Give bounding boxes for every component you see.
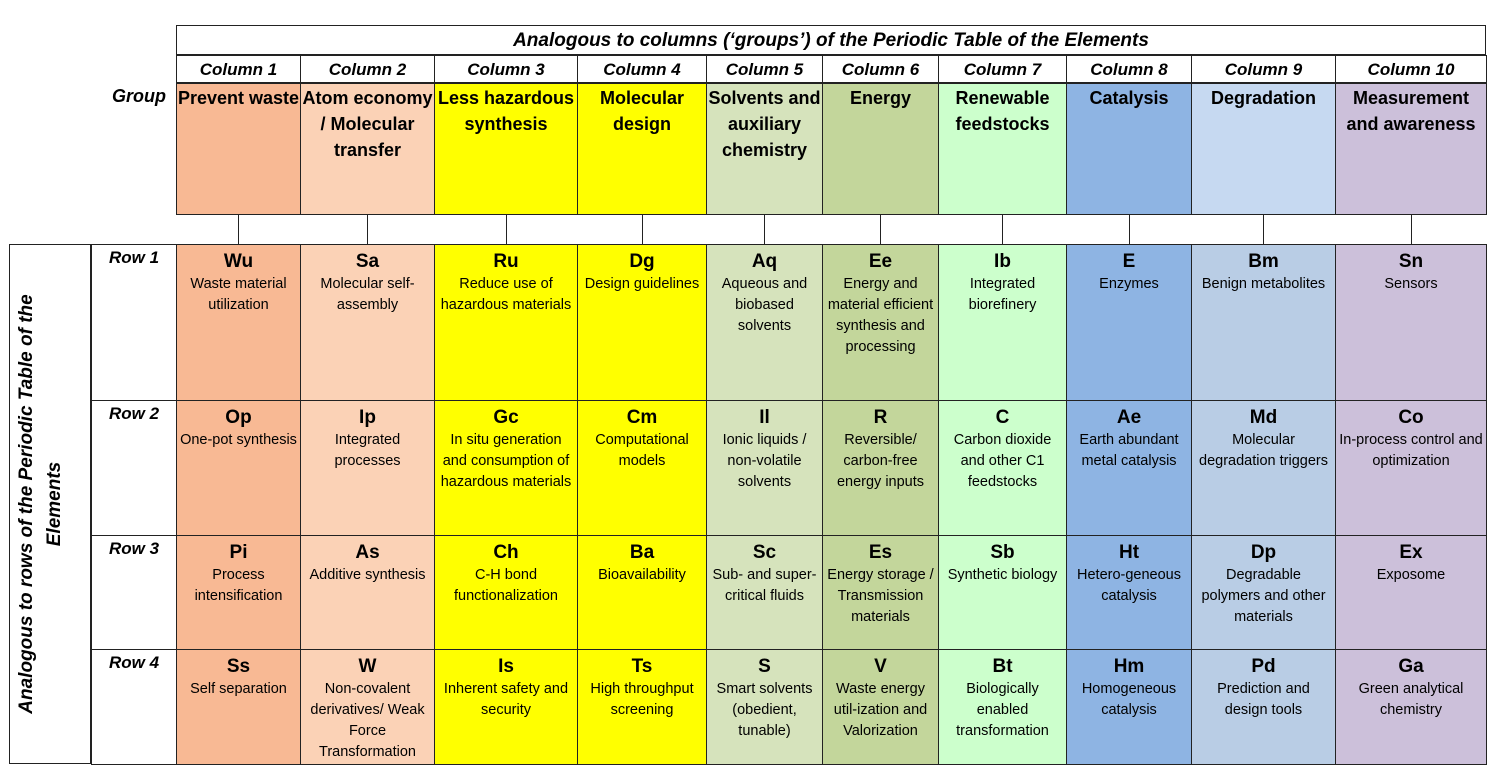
table-title: Analogous to columns (‘groups’) of the Periodic Table of the Elements bbox=[176, 25, 1486, 55]
element-name: Additive synthesis bbox=[309, 567, 426, 583]
element-symbol: Ex bbox=[1399, 542, 1423, 563]
element-symbol: Ss bbox=[226, 656, 251, 677]
element-cell bbox=[1066, 649, 1192, 765]
element-name: Design guidelines bbox=[584, 276, 700, 292]
group-label: Group bbox=[112, 86, 166, 106]
element-symbol: Cm bbox=[626, 407, 658, 428]
connector-line bbox=[367, 215, 368, 244]
element-name: Non-covalent derivatives/ Weak Force Transformation bbox=[310, 681, 425, 760]
element-cell bbox=[938, 400, 1067, 536]
element-cell bbox=[938, 244, 1067, 401]
element-name: Energy and material efficient synthesis and processing bbox=[827, 276, 934, 355]
group-header: Solvents and auxiliary chemistry bbox=[706, 83, 823, 215]
element-cell bbox=[434, 649, 578, 765]
element-cell bbox=[822, 400, 939, 536]
element-cell bbox=[434, 535, 578, 650]
element-symbol: Md bbox=[1249, 407, 1278, 428]
element-name: Ionic liquids / non-volatile solvents bbox=[722, 432, 807, 490]
element-symbol: Is bbox=[498, 656, 514, 677]
element-symbol: Sb bbox=[990, 542, 1015, 563]
group-header: Prevent waste bbox=[176, 83, 301, 215]
element-symbol: R bbox=[873, 407, 888, 428]
element-name: Smart solvents (obedient, tunable) bbox=[716, 681, 813, 739]
element-cell bbox=[300, 535, 435, 650]
element-cell bbox=[706, 535, 823, 650]
element-symbol: C bbox=[995, 407, 1010, 428]
column-header: Column 7 bbox=[938, 55, 1067, 83]
row-label: Row 3 bbox=[91, 535, 177, 650]
connector-line bbox=[1129, 215, 1130, 244]
element-cell bbox=[434, 400, 578, 536]
element-cell bbox=[1335, 649, 1487, 765]
element-cell bbox=[176, 244, 301, 401]
element-name: Integrated biorefinery bbox=[968, 276, 1037, 313]
element-symbol: Es bbox=[868, 542, 893, 563]
element-name: Molecular degradation triggers bbox=[1199, 432, 1328, 469]
element-cell bbox=[822, 649, 939, 765]
element-cell bbox=[822, 244, 939, 401]
column-header: Column 4 bbox=[577, 55, 707, 83]
element-cell bbox=[300, 400, 435, 536]
element-name: In-process control and optimization bbox=[1339, 432, 1483, 469]
column-header: Column 1 bbox=[176, 55, 301, 83]
group-header: Catalysis bbox=[1066, 83, 1192, 215]
element-symbol: Il bbox=[759, 407, 770, 428]
element-name: Reversible/ carbon-free energy inputs bbox=[836, 432, 925, 490]
element-name: Hetero-geneous catalysis bbox=[1077, 567, 1181, 604]
element-cell bbox=[577, 244, 707, 401]
element-name: Enzymes bbox=[1099, 276, 1159, 292]
column-header: Column 10 bbox=[1335, 55, 1487, 83]
group-header: Energy bbox=[822, 83, 939, 215]
element-cell bbox=[577, 649, 707, 765]
element-symbol: Bm bbox=[1248, 251, 1279, 272]
element-symbol: Pi bbox=[229, 542, 248, 563]
element-cell bbox=[1191, 535, 1336, 650]
connector-line bbox=[1411, 215, 1412, 244]
element-cell bbox=[1191, 649, 1336, 765]
element-cell bbox=[1066, 535, 1192, 650]
element-symbol: Aq bbox=[751, 251, 778, 272]
element-name: Homogeneous catalysis bbox=[1081, 681, 1177, 718]
element-cell bbox=[300, 649, 435, 765]
group-header: Measurement and awareness bbox=[1335, 83, 1487, 215]
element-symbol: Co bbox=[1398, 407, 1424, 428]
row-label: Row 1 bbox=[91, 244, 177, 401]
element-name: Self separation bbox=[190, 681, 287, 697]
element-name: Carbon dioxide and other C1 feedstocks bbox=[953, 432, 1052, 490]
element-symbol: Pd bbox=[1251, 656, 1276, 677]
element-name: Bioavailability bbox=[598, 567, 686, 583]
element-symbol: Sa bbox=[355, 251, 380, 272]
element-name: Degradable polymers and other materials bbox=[1201, 567, 1326, 625]
group-header: Less hazardous synthesis bbox=[434, 83, 578, 215]
element-name: Computational models bbox=[595, 432, 689, 469]
element-symbol: Sc bbox=[752, 542, 777, 563]
element-symbol: W bbox=[358, 656, 377, 677]
element-name: Earth abundant metal catalysis bbox=[1079, 432, 1179, 469]
element-symbol: Op bbox=[225, 407, 252, 428]
element-cell bbox=[176, 535, 301, 650]
element-name: Sensors bbox=[1384, 276, 1438, 292]
element-cell bbox=[176, 649, 301, 765]
element-cell bbox=[1066, 244, 1192, 401]
element-symbol: Ga bbox=[1398, 656, 1424, 677]
element-symbol: Ba bbox=[629, 542, 655, 563]
connector-line bbox=[1002, 215, 1003, 244]
element-cell bbox=[938, 535, 1067, 650]
element-name: High throughput screening bbox=[590, 681, 694, 718]
element-cell bbox=[176, 400, 301, 536]
group-header: Degradation bbox=[1191, 83, 1336, 215]
element-symbol: Dp bbox=[1250, 542, 1277, 563]
element-name: Waste energy util-ization and Valorization bbox=[833, 681, 928, 739]
column-header: Column 8 bbox=[1066, 55, 1192, 83]
element-symbol: Ts bbox=[631, 656, 653, 677]
element-name: Biologically enabled transformation bbox=[956, 681, 1049, 739]
column-header: Column 3 bbox=[434, 55, 578, 83]
element-name: Benign metabolites bbox=[1201, 276, 1326, 292]
element-cell bbox=[300, 244, 435, 401]
element-symbol: V bbox=[874, 656, 887, 677]
row-axis-label: Analogous to rows of the Periodic Table of the Elements bbox=[16, 294, 65, 714]
element-symbol: Dg bbox=[629, 251, 655, 272]
element-name: Energy storage / Transmission materials bbox=[827, 567, 934, 625]
element-name: In situ generation and consumption of hazardous materials bbox=[440, 432, 572, 490]
element-cell bbox=[1335, 244, 1487, 401]
element-cell bbox=[938, 649, 1067, 765]
row-label: Row 2 bbox=[91, 400, 177, 536]
element-cell bbox=[706, 649, 823, 765]
element-name: Waste material utilization bbox=[190, 276, 287, 313]
element-cell bbox=[1191, 244, 1336, 401]
element-symbol: Ht bbox=[1118, 542, 1140, 563]
group-header: Molecular design bbox=[577, 83, 707, 215]
row-label: Row 4 bbox=[91, 649, 177, 765]
element-name: C-H bond functionalization bbox=[454, 567, 558, 604]
element-symbol: Ch bbox=[493, 542, 519, 563]
element-symbol: Wu bbox=[223, 251, 254, 272]
connector-line bbox=[764, 215, 765, 244]
connector-line bbox=[506, 215, 507, 244]
element-symbol: Ru bbox=[493, 251, 519, 272]
element-name: Sub- and super-critical fluids bbox=[712, 567, 817, 604]
element-symbol: Hm bbox=[1113, 656, 1145, 677]
element-name: Prediction and design tools bbox=[1217, 681, 1310, 718]
element-symbol: As bbox=[355, 542, 380, 563]
column-header: Column 5 bbox=[706, 55, 823, 83]
column-header: Column 9 bbox=[1191, 55, 1336, 83]
element-symbol: Bt bbox=[992, 656, 1013, 677]
element-name: Process intensification bbox=[194, 567, 283, 604]
element-name: Aqueous and biobased solvents bbox=[721, 276, 808, 334]
element-cell bbox=[577, 400, 707, 536]
element-name: Reduce use of hazardous materials bbox=[440, 276, 572, 313]
element-cell bbox=[822, 535, 939, 650]
element-cell bbox=[706, 400, 823, 536]
element-symbol: Ip bbox=[359, 407, 376, 428]
element-cell bbox=[1335, 535, 1487, 650]
element-name: One-pot synthesis bbox=[180, 432, 297, 448]
element-symbol: S bbox=[758, 656, 771, 677]
element-name: Integrated processes bbox=[334, 432, 401, 469]
element-name: Synthetic biology bbox=[947, 567, 1058, 583]
column-header: Column 6 bbox=[822, 55, 939, 83]
element-symbol: Sn bbox=[1398, 251, 1424, 272]
element-symbol: Ib bbox=[994, 251, 1011, 272]
column-header: Column 2 bbox=[300, 55, 435, 83]
group-header: Atom economy / Molecular transfer bbox=[300, 83, 435, 215]
element-name: Exposome bbox=[1376, 567, 1446, 583]
element-name: Inherent safety and security bbox=[443, 681, 569, 718]
element-symbol: Ae bbox=[1116, 407, 1142, 428]
connector-line bbox=[238, 215, 239, 244]
connector-line bbox=[642, 215, 643, 244]
element-symbol: E bbox=[1122, 251, 1136, 272]
element-symbol: Ee bbox=[868, 251, 893, 272]
group-header: Renewable feedstocks bbox=[938, 83, 1067, 215]
element-cell bbox=[1335, 400, 1487, 536]
connector-line bbox=[1263, 215, 1264, 244]
element-cell bbox=[1066, 400, 1192, 536]
element-cell bbox=[1191, 400, 1336, 536]
element-name: Molecular self-assembly bbox=[320, 276, 415, 313]
element-cell bbox=[434, 244, 578, 401]
element-cell bbox=[706, 244, 823, 401]
element-cell bbox=[577, 535, 707, 650]
element-symbol: Gc bbox=[493, 407, 519, 428]
connector-line bbox=[880, 215, 881, 244]
element-name: Green analytical chemistry bbox=[1358, 681, 1464, 718]
